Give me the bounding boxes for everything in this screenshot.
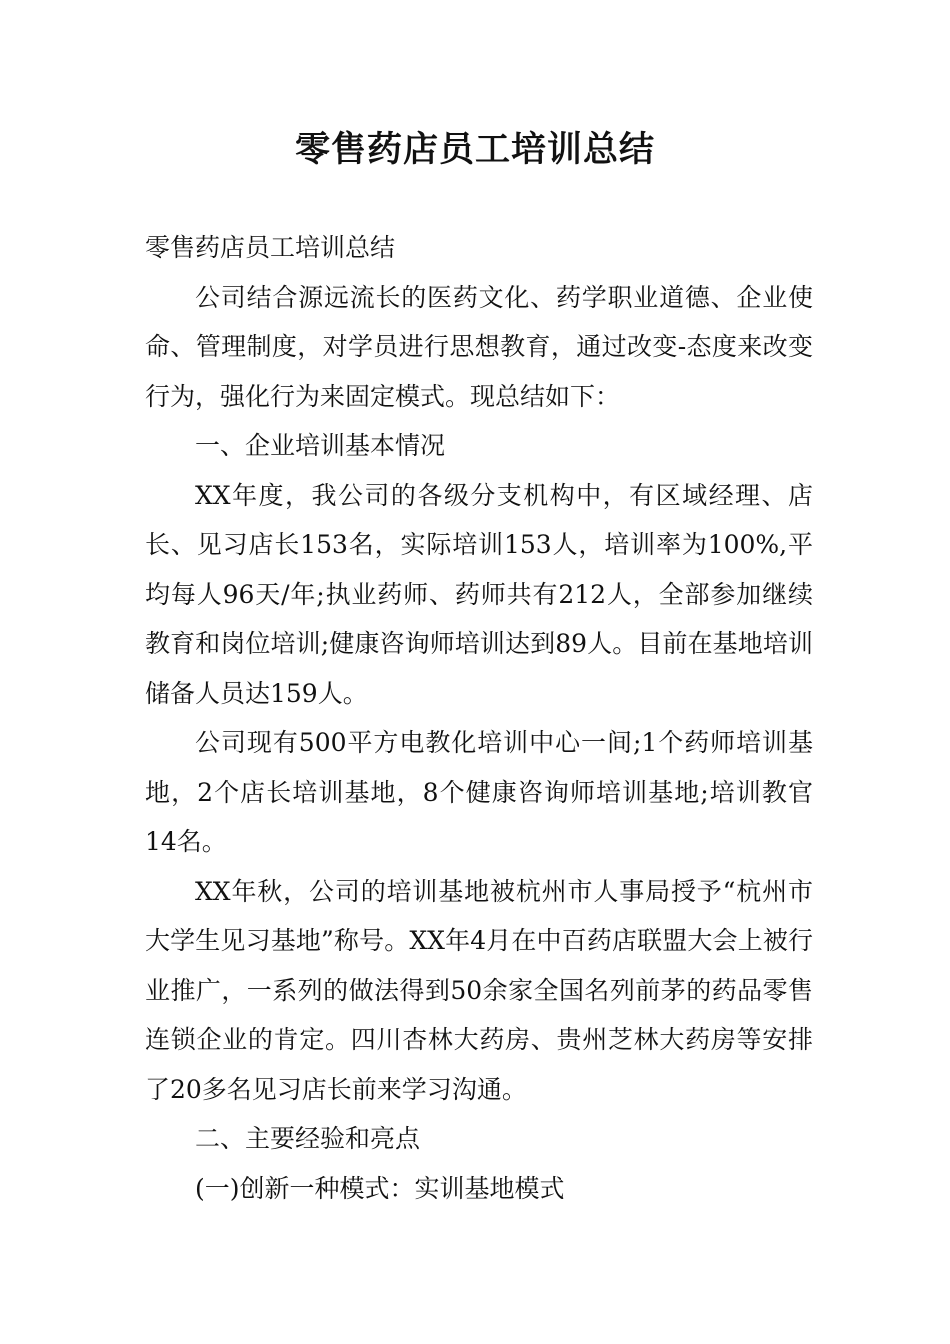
paragraph: XX年秋，公司的培训基地被杭州市人事局授予“杭州市大学生见习基地”称号。XX年4月在中百药店联盟大会上被行业推广，一系列的做法得到50余家全国名列前茅的药品零售连锁企业的肯定。四川杏林大药房、贵州芝林大药房等安排了20多名见习店长前来学习沟通。 [145, 876, 813, 1104]
section-heading: 一、企业培训基本情况 [195, 431, 446, 460]
document-body [145, 223, 813, 1213]
subsection-heading: (一)创新一种模式：实训基地模式 [195, 1173, 565, 1203]
page-title: 零售药店员工培训总结 [294, 130, 655, 170]
section-heading: 二、主要经验和亮点 [195, 1124, 421, 1153]
paragraph: 零售药店员工培训总结 [145, 233, 396, 262]
paragraph: XX年度，我公司的各级分支机构中，有区域经理、店长、见习店长153名，实际培训153人，培训率为100%,平均每人96天/年;执业药师、药师共有212人，全部参加继续教育和岗位培训;健康咨询师培训达到89人。目前在基地培训储备人员达159人。 [145, 480, 813, 708]
paragraph: 公司结合源远流长的医药文化、药学职业道德、企业使命、管理制度，对学员进行思想教育，通过改变-态度来改变行为，强化行为来固定模式。现总结如下： [145, 282, 813, 411]
paragraph: 公司现有500平方电教化培训中心一间;1个药师培训基地，2个店长培训基地，8个健康咨询师培训基地;培训教官14名。 [145, 728, 813, 856]
